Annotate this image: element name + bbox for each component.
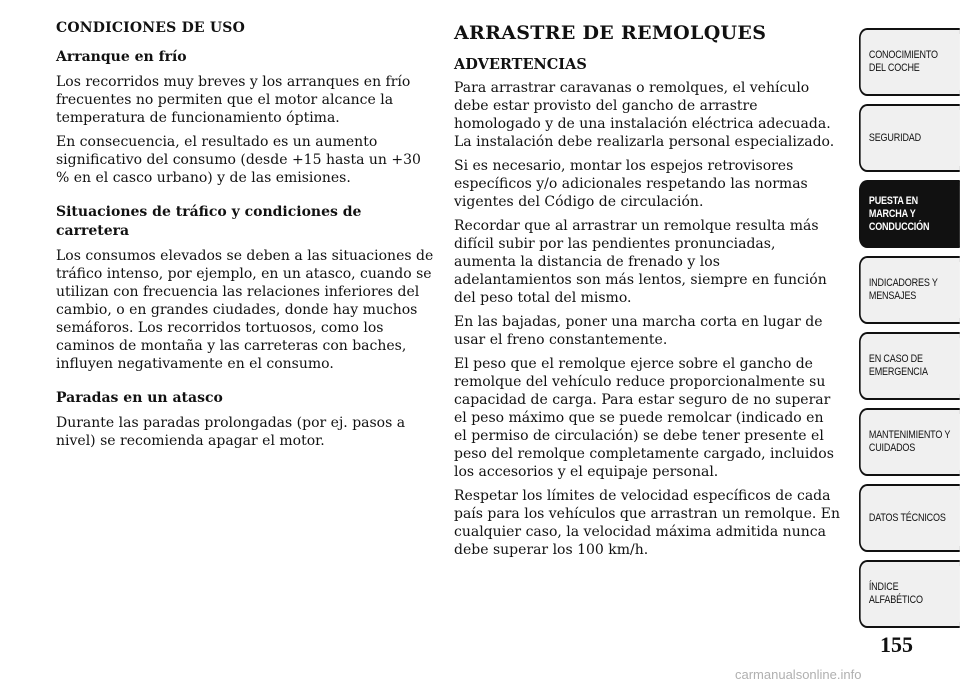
paragraph: En las bajadas, poner una marcha corta en lugar de usar el freno constantemente. [454, 314, 823, 348]
subtitle: ADVERTENCIAS [454, 56, 587, 73]
page-number: 155 [880, 632, 913, 657]
tab-datos-tecnicos[interactable]: DATOS TÉCNICOS [859, 484, 960, 552]
left-column [56, 20, 436, 456]
heading-arranque: Arranque en frío [56, 49, 187, 65]
tab-seguridad[interactable]: SEGURIDAD [859, 104, 960, 172]
paragraph: Si es necesario, montar los espejos retrovisores específicos y/o adicionales respetando las normas vigentes del Código de circulación. [454, 158, 808, 210]
heading-trafico: Situaciones de tráfico y condiciones de carretera [56, 204, 362, 239]
paragraph: Los recorridos muy breves y los arranques en frío frecuentes no permiten que el motor alcance la temperatura de funcionamiento óptima. [56, 74, 411, 126]
footer-watermark: carmanualsonline.info [735, 667, 862, 682]
tab-mantenimiento[interactable]: MANTENIMIENTO Y CUIDADOS [859, 408, 960, 476]
section-title: CONDICIONES DE USO [56, 20, 245, 36]
right-column [454, 20, 840, 565]
paragraph: Recordar que al arrastrar un remolque resulta más difícil subir por las pendientes pronunciadas, aumenta la distancia de frenado y los adelantamientos son más lentos, siempre en función del peso total del mismo. [454, 218, 827, 306]
paragraph: Los consumos elevados se deben a las situaciones de tráfico intenso, por ejemplo, en un atasco, cuando se utilizan con frecuencia las relaciones inferiores del cambio, o en grandes ciudades, donde hay muchos semáforos. Los recorridos tortuosos, como los caminos de montaña y las carreteras con baches, influyen negativamente en el consumo. [56, 248, 434, 372]
main-title: ARRASTRE DE REMOLQUES [454, 22, 767, 44]
tab-indice[interactable]: ÍNDICE ALFABÉTICO [859, 560, 960, 628]
paragraph: Durante las paradas prolongadas (por ej. pasos a nivel) se recomienda apagar el motor. [56, 415, 406, 449]
paragraph: Para arrastrar caravanas o remolques, el vehículo debe estar provisto del gancho de arrastre homologado y de una instalación eléctrica adecuada. La instalación debe realizarla personal especializado. [454, 80, 835, 150]
tab-indicadores[interactable]: INDICADORES Y MENSAJES [859, 256, 960, 324]
chapter-tabs [859, 28, 960, 636]
heading-paradas: Paradas en un atasco [56, 390, 223, 406]
paragraph: Respetar los límites de velocidad específicos de cada país para los vehículos que arrastran un remolque. En cualquier caso, la velocidad máxima admitida nunca debe superar los 100 km/h. [454, 488, 840, 558]
tab-emergencia[interactable]: EN CASO DE EMERGENCIA [859, 332, 960, 400]
tab-conocimiento[interactable]: CONOCIMIENTO DEL COCHE [859, 28, 960, 96]
tab-puesta-en-marcha[interactable]: PUESTA EN MARCHA Y CONDUCCIÓN [859, 180, 960, 248]
paragraph: En consecuencia, el resultado es un aumento significativo del consumo (desde +15 hasta un +30 % en el casco urbano) y de las emisiones. [56, 134, 421, 186]
paragraph: El peso que el remolque ejerce sobre el gancho de remolque del vehículo reduce proporcionalmente su capacidad de carga. Para estar seguro de no superar el peso máximo que se puede remolcar (indicado en el permiso de circulación) se debe tener presente el peso del remolque completamente cargado, incluidos los accesorios y el equipaje personal. [454, 356, 834, 480]
